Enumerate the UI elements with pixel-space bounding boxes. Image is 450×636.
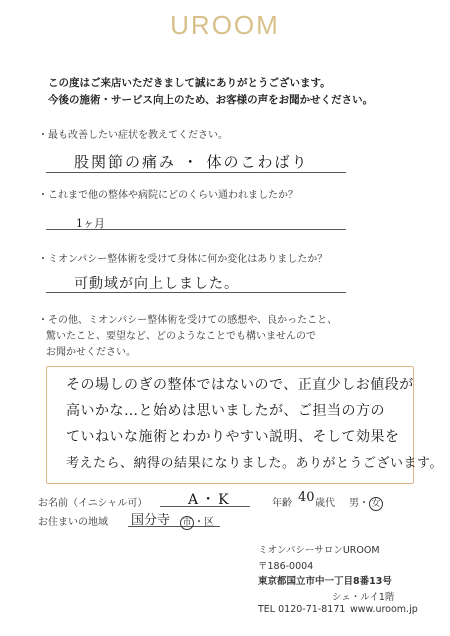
age-suffix: 歳代 (315, 498, 335, 509)
answer-line-2 (46, 229, 346, 230)
answer-line-3 (46, 292, 346, 293)
name-label: お名前（イニシャル可） (38, 498, 148, 509)
question-symptom: ・最も改善したい症状を教えてください。 (38, 130, 228, 141)
shop-address-1: 東京都国立市中一丁目8番13号 (258, 576, 392, 587)
comment-line-4: 考えたら、納得の結果になりました。ありがとうございます。 (66, 456, 443, 471)
name-underline (160, 506, 250, 507)
question-comments-line-1: ・その他、ミオンパシー整体術を受けての感想や、良かったこと、 (38, 315, 338, 326)
gender-female-circled: 女 (369, 497, 383, 511)
area-city-circled: 市 (180, 516, 194, 530)
gender-male: 男 (349, 498, 359, 509)
area-separator: ・ (194, 517, 204, 528)
uroom-logo: UROOM (170, 10, 280, 40)
area-type (180, 513, 214, 530)
answer-change: 可動域が向上しました。 (74, 276, 239, 292)
name-value: A・K (188, 492, 232, 508)
comment-line-1: その場しのぎの整体ではないので、正直少しお値段が (66, 377, 414, 393)
area-value: 国分寺 (131, 513, 171, 528)
shop-name: ミオンパシーサロンUROOM (258, 545, 380, 556)
area-label: お住まいの地域 (38, 517, 108, 528)
question-comments (38, 313, 337, 361)
gender-choice (349, 494, 383, 511)
comment-line-3: ていねいな施術とわかりやすい説明、そして効果を (66, 429, 400, 445)
shop-address-2: シェ・ルイ1階 (332, 592, 395, 603)
intro-text (48, 75, 373, 109)
intro-line-2: 今後の施術・サービス向上のため、お客様の声をお聞かせください。 (48, 94, 374, 106)
area-ward: 区 (204, 517, 214, 528)
shop-web[interactable]: www.uroom.jp (350, 604, 418, 615)
intro-line-1: この度はご来店いただきまして誠にありがとうございます。 (48, 77, 331, 89)
question-visits: ・これまで他の整体や病院にどのくらい通われましたか？ (38, 190, 298, 201)
answer-visits: 1ヶ月 (76, 217, 105, 230)
answer-line-1 (46, 172, 346, 173)
age-label: 年齢 (272, 498, 292, 509)
shop-postal: 〒186-0004 (258, 561, 314, 572)
question-comments-line-2: 驚いたこと、要望など、どのようなことでも構いませんので (46, 331, 316, 342)
question-comments-line-3: お聞かせください。 (46, 347, 136, 358)
answer-symptom: 股関節の痛み ・ 体のこわばり (74, 153, 309, 171)
gender-separator: ・ (359, 498, 369, 509)
question-change: ・ミオンパシー整体術を受けて身体に何か変化はありましたか？ (38, 254, 328, 265)
shop-tel: TEL 0120-71-8171 (258, 604, 346, 615)
comment-line-2: 高いかな…と始めは思いましたが、ご担当の方の (66, 403, 385, 419)
age-value: 40 (298, 490, 315, 505)
